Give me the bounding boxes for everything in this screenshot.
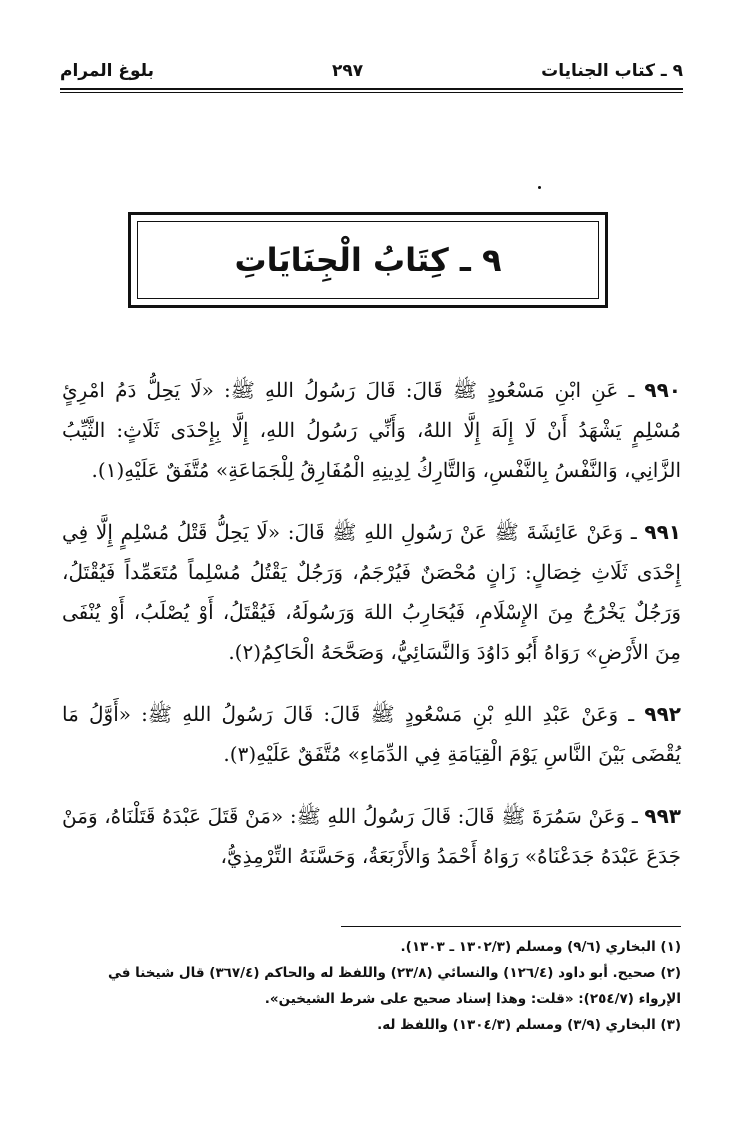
footnotes <box>62 934 681 1038</box>
hadith-body: ـ وَعَنْ عَبْدِ اللهِ بْنِ مَسْعُودٍ ﷺ قَالَ: قَالَ رَسُولُ اللهِ ﷺ: «أَوَّلُ مَا يُقْضَى بَيْنَ النَّاسِ يَوْمَ الْقِيَامَةِ فِي الدِّمَاءِ» مُتَّفَقٌ عَلَيْهِ(٣). <box>62 702 681 766</box>
footnote-1: (١) البخاري (٩/٦) ومسلم (١٣٠٢/٣ ـ ١٣٠٣). <box>400 939 681 955</box>
chapter-header: ٩ ـ كتاب الجنايات <box>541 61 683 81</box>
running-header <box>60 58 683 84</box>
header-rule-thin <box>60 92 683 93</box>
footnote-3: (٣) البخاري (٣/٩) ومسلم (١٣٠٤/٣) واللفظ له. <box>377 1017 681 1033</box>
hadith-991 <box>62 512 681 672</box>
header-rule <box>60 88 683 90</box>
chapter-title-box <box>128 212 608 308</box>
print-speck <box>538 186 541 189</box>
hadith-body: ـ وَعَنْ سَمُرَةَ ﷺ قَالَ: قَالَ رَسُولُ اللهِ ﷺ: «مَنْ قَتَلَ عَبْدَهُ قَتَلْنَاهُ، وَمَنْ جَدَعَ عَبْدَهُ جَدَعْنَاهُ» رَوَاهُ أَحْمَدُ وَالأَرْبَعَةُ، وَحَسَّنَهُ التِّرْمِذِيُّ، <box>62 804 681 868</box>
footnote-2: (٢) صحيح. أبو داود (١٢٦/٤) والنسائي (٢٣/٨) واللفظ له والحاكم (٣٦٧/٤) قال شيخنا في الإرواء (٢٥٤/٧): «قلت: وهذا إسناد صحيح على شرط الشيخين». <box>107 965 681 1007</box>
hadith-number: ٩٩٣ <box>644 804 681 828</box>
page-number: ٢٩٧ <box>331 61 364 81</box>
hadith-number: ٩٩١ <box>644 520 682 544</box>
hadith-number: ٩٩٠ <box>644 378 681 402</box>
hadith-body: ـ وَعَنْ عَائِشَةَ ﷺ عَنْ رَسُولِ اللهِ ﷺ قَالَ: «لَا يَحِلُّ قَتْلُ مُسْلِمٍ إِلَّا فِي إِحْدَى ثَلَاثِ خِصَالٍ: زَانٍ مُحْصَنٌ فَيُرْجَمُ، وَرَجُلٌ يَقْتُلُ مُسْلِماً مُتَعَمِّداً فَيُقْتَلُ، وَرَجُلٌ يَخْرُجُ مِنَ الإِسْلَامِ، فَيُحَارِبُ اللهَ وَرَسُولَهُ، فَيُقْتَلُ، أَوْ يُصْلَبُ، أَوْ يُنْفَى مِنَ الأَرْضِ» رَوَاهُ أَبُو دَاوُدَ وَالنَّسَائِيُّ، وَصَحَّحَهُ الْحَاكِمُ(٢). <box>62 520 681 664</box>
footnote-separator <box>341 926 681 927</box>
hadith-993 <box>62 796 681 876</box>
hadith-number: ٩٩٢ <box>644 702 681 726</box>
hadith-text <box>62 370 681 898</box>
book-title-header: بلوغ المرام <box>60 61 154 81</box>
hadith-992 <box>62 694 681 774</box>
hadith-body: ـ عَنِ ابْنِ مَسْعُودٍ ﷺ قَالَ: قَالَ رَسُولُ اللهِ ﷺ: «لَا يَحِلُّ دَمُ امْرِئٍ مُسْلِمٍ يَشْهَدُ أَنْ لَا إِلَهَ إِلَّا اللهُ، وَأَنِّي رَسُولُ اللهِ، إِلَّا بِإِحْدَى ثَلَاثٍ: الثَّيِّبُ الزَّانِي، وَالنَّفْسُ بِالنَّفْسِ، وَالتَّارِكُ لِدِينِهِ الْمُفَارِقُ لِلْجَمَاعَةِ» مُتَّفَقٌ عَلَيْهِ(١). <box>62 378 681 482</box>
hadith-990 <box>62 370 681 490</box>
chapter-title: ٩ ـ كِتَابُ الْجِنَايَاتِ <box>137 221 599 299</box>
